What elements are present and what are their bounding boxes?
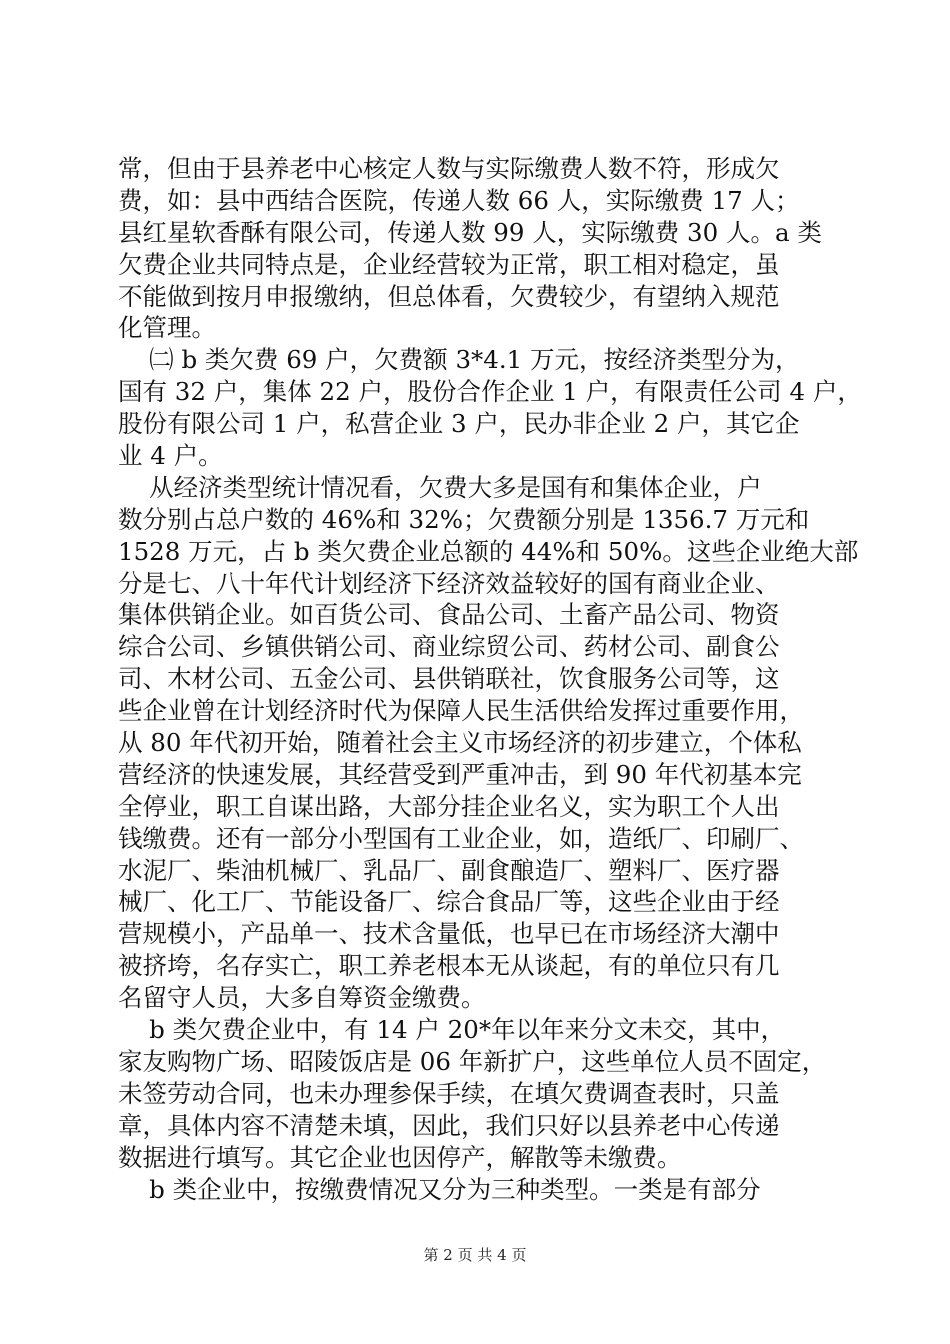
text-line: 分是七、八十年代计划经济下经济效益较好的国有商业企业、 — [118, 568, 780, 598]
text-line: 名留守人员，大多自筹资金缴费。 — [118, 983, 486, 1013]
text-line: b 类企业中，按缴费情况又分为三种类型。一类是有部分 — [118, 1174, 761, 1204]
text-line: 数分别占总户数的 46%和 32%；欠费额分别是 1356.7 万元和 — [118, 504, 810, 534]
text-line: 司、木材公司、五金公司、县供销联社，饮食服务公司等，这 — [118, 664, 780, 694]
text-line: 从经济类型统计情况看，欠费大多是国有和集体企业，户 — [118, 472, 762, 502]
text-line: 县红星软香酥有限公司，传递人数 99 人，实际缴费 30 人。a 类 — [118, 217, 822, 247]
text-line: 化管理。 — [118, 313, 216, 343]
text-line: 数据进行填写。其它企业也因停产，解散等未缴费。 — [118, 1142, 682, 1172]
text-line: 未签劳动合同，也未办理参保手续，在填欠费调查表时，只盖 — [118, 1078, 780, 1108]
text-line: 章，具体内容不清楚未填，因此，我们只好以县养老中心传递 — [118, 1110, 780, 1140]
text-line: 营经济的快速发展，其经营受到严重冲击，到 90 年代初基本完 — [118, 759, 802, 789]
text-line: 综合公司、乡镇供销公司、商业综贸公司、药材公司、副食公 — [118, 632, 780, 662]
text-line: ㈡ b 类欠费 69 户，欠费额 3*4.1 万元，按经济类型分为， — [118, 345, 800, 375]
text-line: 从 80 年代初开始，随着社会主义市场经济的初步建立，个体私 — [118, 728, 802, 758]
text-line: 业 4 户。 — [118, 441, 223, 471]
text-line: 械厂、化工厂、节能设备厂、综合食品厂等，这些企业由于经 — [118, 887, 780, 917]
text-line: 常，但由于县养老中心核定人数与实际缴费人数不符，形成欠 — [118, 154, 780, 183]
text-line: 1528 万元，占 b 类欠费企业总额的 44%和 50%。这些企业绝大部 — [118, 536, 859, 566]
text-line: 些企业曾在计划经济时代为保障人民生活供给发挥过重要作用， — [118, 696, 804, 726]
text-line: 股份有限公司 1 户，私营企业 3 户，民办非企业 2 户，其它企 — [118, 409, 800, 439]
text-line: b 类欠费企业中，有 14 户 20*年以年来分文未交，其中， — [118, 1015, 786, 1045]
text-line: 不能做到按月申报缴纳，但总体看，欠费较少，有望纳入规范 — [118, 281, 780, 311]
page-footer: 第 2 页 共 4 页 — [423, 1246, 527, 1264]
text-line: 水泥厂、柴油机械厂、乳品厂、副食酿造厂、塑料厂、医疗器 — [118, 855, 780, 885]
text-line: 营规模小，产品单一、技术含量低，也早已在市场经济大潮中 — [118, 919, 780, 949]
document-body — [118, 153, 862, 1205]
text-line: 被挤垮，名存实亡，职工养老根本无从谈起，有的单位只有几 — [118, 951, 780, 981]
text-line: 国有 32 户，集体 22 户，股份合作企业 1 户，有限责任公司 4 户， — [118, 377, 862, 407]
text-line: 家友购物广场、昭陵饭店是 06 年新扩户，这些单位人员不固定， — [118, 1046, 827, 1076]
text-line: 钱缴费。还有一部分小型国有工业企业，如，造纸厂、印刷厂、 — [118, 823, 804, 853]
text-line: 欠费企业共同特点是，企业经营较为正常，职工相对稳定，虽 — [118, 249, 780, 279]
text-line: 费，如：县中西结合医院，传递人数 66 人，实际缴费 17 人； — [118, 185, 800, 215]
text-line: 集体供销企业。如百货公司、食品公司、土畜产品公司、物资 — [118, 600, 780, 630]
text-line: 全停业，职工自谋出路，大部分挂企业名义，实为职工个人出 — [118, 791, 780, 821]
